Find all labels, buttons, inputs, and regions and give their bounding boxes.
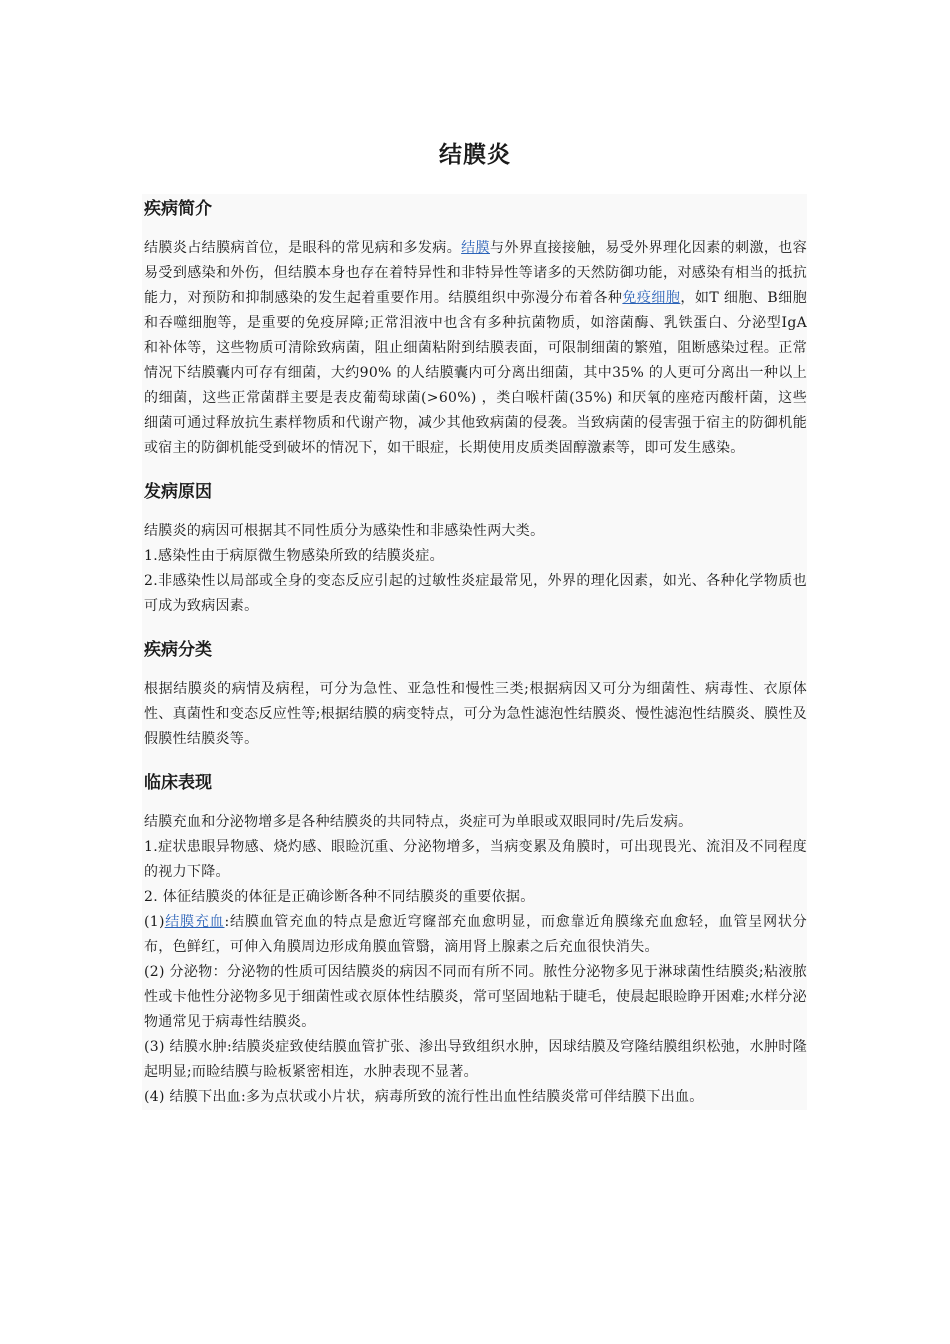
clinical-paragraph-6: (3) 结膜水肿:结膜炎症致使结膜血管扩张、渗出导致组织水肿，因球结膜及穹隆结膜组织松弛，水肿时隆起明显;而睑结膜与睑板紧密相连，水肿表现不显著。	[144, 1039, 807, 1080]
clinical-paragraph-3: 2. 体征结膜炎的体征是正确诊断各种不同结膜炎的重要依据。	[144, 889, 535, 905]
intro-paragraph	[144, 236, 807, 461]
intro-text-1: 结膜炎占结膜病首位，是眼科的常见病和多发病。	[144, 240, 462, 256]
link-immune-cells[interactable]: 免疫细胞	[622, 290, 681, 306]
cause-paragraph-2: 1.感染性由于病原微生物感染所致的结膜炎症。	[144, 548, 444, 564]
section-heading-cause: 发病原因	[144, 482, 212, 502]
section-heading-clinical: 临床表现	[144, 773, 212, 793]
clinical-paragraph-7: (4) 结膜下出血:多为点状或小片状，病毒所致的流行性出血性结膜炎常可伴结膜下出血。	[144, 1089, 704, 1105]
cause-paragraph-1: 结膜炎的病因可根据其不同性质分为感染性和非感染性两大类。	[144, 523, 545, 539]
section-heading-intro: 疾病简介	[144, 199, 212, 219]
section-heading-classification: 疾病分类	[144, 640, 212, 660]
clinical-p4-text: :结膜血管充血的特点是愈近穹窿部充血愈明显，而愈靠近角膜缘充血愈轻，血管呈网状分布，色鲜红，可伸入角膜周边形成角膜血管翳，滴用肾上腺素之后充血很快消失。	[144, 914, 808, 955]
clinical-paragraph-5: (2) 分泌物：分泌物的性质可因结膜炎的病因不同而有所不同。脓性分泌物多见于淋球菌性结膜炎;粘液脓性或卡他性分泌物多见于细菌性或衣原体性结膜炎，常可坚固地粘于睫毛，使晨起眼睑睁开困难;水样分泌物通常见于病毒性结膜炎。	[144, 964, 807, 1030]
cause-paragraph-3: 2.非感染性以局部或全身的变态反应引起的过敏性炎症最常见，外界的理化因素，如光、各种化学物质也可成为致病因素。	[144, 573, 807, 614]
intro-text-3: ，如T 细胞、B细胞和吞噬细胞等，是重要的免疫屏障;正常泪液中也含有多种抗菌物质，如溶菌酶、乳铁蛋白、分泌型IgA 和补体等，这些物质可清除致病菌，阻止细菌粘附到结膜表面，可限制细菌的繁殖，阻断感染过程。正常情况下结膜囊内可存有细菌，大约90% 的人结膜囊内可分离出细菌，其中35% 的人更可分离出一种以上的细菌，这些正常菌群主要是表皮葡萄球菌(>60%) ，类白喉杆菌(35%) 和厌氧的座疮丙酸杆菌，这些细菌可通过释放抗生素样物质和代谢产物，减少其他致病菌的侵袭。当致病菌的侵害强于宿主的防御机能或宿主的防御机能受到破坏的情况下，如干眼症，长期使用皮质类固醇激素等，即可发生感染。	[144, 290, 808, 456]
clinical-paragraph-2: 1.症状患眼异物感、烧灼感、眼睑沉重、分泌物增多，当病变累及角膜时，可出现畏光、流泪及不同程度的视力下降。	[144, 839, 807, 880]
clinical-paragraph-1: 结膜充血和分泌物增多是各种结膜炎的共同特点，炎症可为单眼或双眼同时/先后发病。	[144, 814, 693, 830]
clinical-paragraph-4	[144, 910, 807, 960]
document-body	[142, 194, 807, 1110]
link-conjunctival-congestion[interactable]: 结膜充血	[164, 914, 225, 930]
clinical-p4-prefix: (1)	[144, 914, 165, 930]
link-conjunctiva[interactable]: 结膜	[461, 240, 490, 256]
intro-text-2: 与外界直接接触，易受外界理化因素的刺激，也容易受到感染和外伤，但结膜本身也存在着特异性和非特异性等诸多的天然防御功能，对感染有相当的抵抗能力，对预防和抑制感染的发生起着重要作用。结膜组织中弥漫分布着各种	[144, 240, 807, 306]
classification-paragraph: 根据结膜炎的病情及病程，可分为急性、亚急性和慢性三类;根据病因又可分为细菌性、病毒性、衣原体性、真菌性和变态反应性等;根据结膜的病变特点，可分为急性滤泡性结膜炎、慢性滤泡性结膜炎、膜性及假膜性结膜炎等。	[144, 681, 807, 747]
document-title: 结膜炎	[439, 142, 511, 168]
